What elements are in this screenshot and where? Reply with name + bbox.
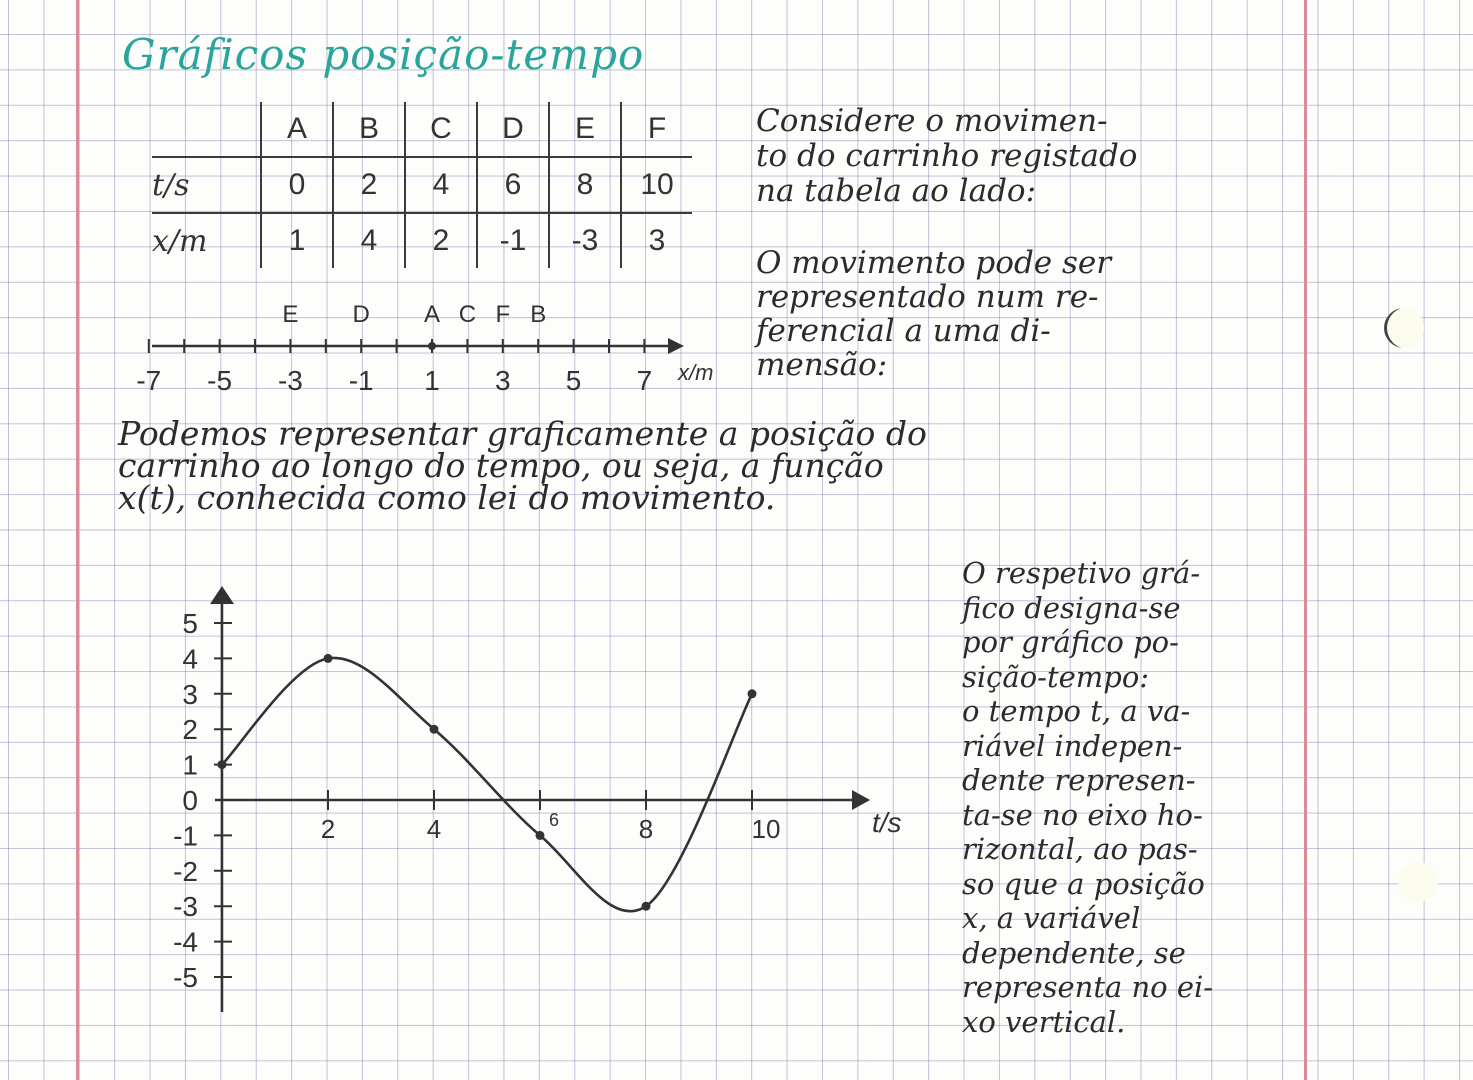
y-tick-label: 5 (182, 608, 198, 639)
one-dimension-text: O movimento pode ser representado num re- ferencial a uma di- mensão: (756, 245, 1112, 383)
table-header-cell: C (405, 102, 477, 157)
data-point (218, 760, 227, 769)
y-tick-label: 2 (182, 714, 198, 746)
point-label-C: C (458, 301, 477, 328)
tick-label: 1 (424, 365, 440, 396)
y-tick-label: -2 (173, 855, 198, 887)
point-label-B: B (530, 301, 547, 328)
data-point (324, 654, 333, 663)
table-cell: 8 (549, 157, 621, 213)
tick-label: 7 (636, 365, 653, 396)
x-tick-label: 2 (320, 814, 336, 844)
x-tick-label: 10 (751, 814, 781, 844)
x-axis-ticks (321, 790, 781, 844)
row-label-position: x/m (152, 213, 261, 268)
tick-label: 3 (495, 365, 511, 396)
y-axis-arrow-icon (210, 586, 234, 604)
table-header-cell: B (333, 102, 405, 157)
tick-label: 5 (565, 365, 582, 396)
data-point (748, 689, 757, 698)
data-point (536, 831, 545, 840)
x-tick-label: 6 (548, 810, 560, 830)
table-cell: 3 (621, 213, 692, 268)
y-tick-label: 3 (182, 678, 198, 710)
graph-intro-text: Podemos representar graficamente a posição do carrinho ao longo do tempo, ou seja, a função x(t), conhecida como lei do movimento. (118, 414, 927, 517)
x-axis-label: t/s (872, 807, 902, 838)
tick-label: -1 (348, 365, 374, 396)
y-tick-label: -4 (173, 926, 198, 958)
x-axis-arrow-icon (852, 790, 870, 810)
y-tick-label: -1 (173, 820, 198, 852)
x-tick-label: 4 (426, 814, 442, 844)
table-cell: 4 (405, 157, 477, 213)
x-tick-label: 8 (638, 814, 654, 844)
graph-explanation-text: O respetivo grá- fico designa-se por gráfico po- sição-tempo: o tempo t, a va- riável indepen- dente represen- ta-se no eixo ho- rizontal, ao pas- so que a posição x, a variável dependente, se representa no ei- xo vertical. (962, 556, 1214, 1039)
y-tick-label: -3 (173, 891, 198, 923)
position-curve (222, 658, 752, 911)
tick-label: -3 (277, 365, 303, 396)
point-label-F: F (495, 301, 511, 328)
table-header-cell: A (261, 102, 333, 157)
table-header-cell: D (477, 102, 549, 157)
table-header-cell: E (549, 102, 621, 157)
table-cell: -1 (477, 213, 549, 268)
y-tick-label: 1 (182, 749, 198, 781)
table-cell: 6 (477, 157, 549, 213)
y-tick-label: 4 (182, 643, 198, 675)
table-header-cell: F (621, 102, 692, 157)
y-tick-label: 0 (182, 785, 198, 816)
point-label-A: A (423, 301, 441, 328)
table-cell: 1 (261, 213, 333, 268)
data-point (430, 725, 439, 734)
row-label-time: t/s (152, 157, 261, 213)
page-title: Gráficos posição-tempo (122, 30, 645, 79)
y-tick-label: -5 (173, 962, 198, 993)
table-cell: -3 (549, 213, 621, 268)
table-cell: 2 (333, 157, 405, 213)
table-cell: 2 (405, 213, 477, 268)
tick-label: -5 (207, 365, 233, 396)
data-point (642, 902, 651, 911)
point-label-D: D (352, 301, 370, 328)
number-line-axis-label: x/m (678, 360, 714, 385)
point-label-E: E (282, 301, 299, 328)
tick-label: -7 (136, 365, 162, 396)
table-cell: 10 (621, 157, 692, 213)
table-cell: 4 (333, 213, 405, 268)
table-cell: 0 (261, 157, 333, 213)
intro-text: Considere o movimen- to do carrinho registado na tabela ao lado: (756, 103, 1138, 209)
